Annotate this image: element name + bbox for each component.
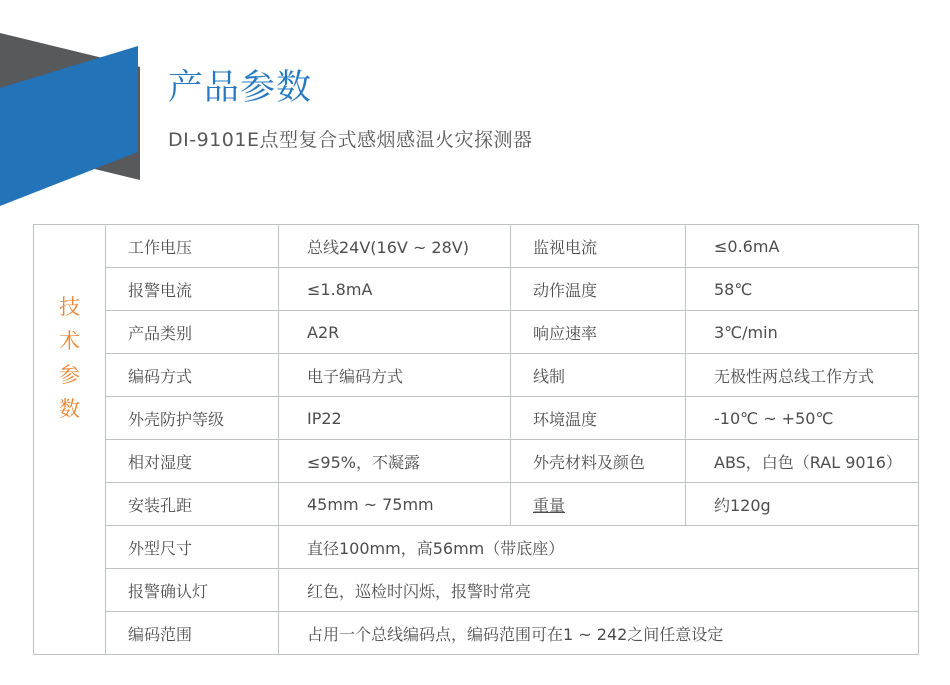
header (168, 68, 532, 152)
page-title: 产品参数 (168, 68, 313, 108)
table-row (34, 225, 919, 268)
product-model-subtitle: DI-9101E点型复合式感烟感温火灾探测器 (168, 129, 533, 151)
param-value: 58℃ (686, 268, 919, 311)
param-value: ≤0.6mA (686, 225, 919, 268)
param-label: 相对湿度 (106, 440, 279, 483)
param-label: 监视电流 (511, 225, 686, 268)
param-label: 重量 (511, 483, 686, 526)
param-label: 外壳材料及颜色 (511, 440, 686, 483)
param-label: 编码方式 (106, 354, 279, 397)
param-value: 红色，巡检时闪烁，报警时常亮 (279, 569, 919, 612)
param-value: 3℃/min (686, 311, 919, 354)
side-label-char: 参 (59, 363, 80, 387)
param-label: 报警确认灯 (106, 569, 279, 612)
param-label: 环境温度 (511, 397, 686, 440)
corner-decoration (0, 0, 150, 212)
side-label-char: 术 (59, 329, 80, 353)
table-row (34, 569, 919, 612)
param-value: ≤1.8mA (279, 268, 511, 311)
param-label: 响应速率 (511, 311, 686, 354)
table-row (34, 483, 919, 526)
param-value: IP22 (279, 397, 511, 440)
param-label: 安装孔距 (106, 483, 279, 526)
param-label: 外型尺寸 (106, 526, 279, 569)
table-row (34, 526, 919, 569)
table-row (34, 311, 919, 354)
table-row (34, 397, 919, 440)
param-label: 线制 (511, 354, 686, 397)
param-value: 直径100mm，高56mm（带底座） (279, 526, 919, 569)
side-label-technical-parameters (34, 225, 106, 655)
table-row (34, 440, 919, 483)
param-label: 编码范围 (106, 612, 279, 655)
param-label: 产品类别 (106, 311, 279, 354)
param-value: 45mm ~ 75mm (279, 483, 511, 526)
param-value: ≤95%，不凝露 (279, 440, 511, 483)
param-value: 占用一个总线编码点，编码范围可在1 ~ 242之间任意设定 (279, 612, 919, 655)
param-value: -10℃ ~ +50℃ (686, 397, 919, 440)
side-label-char: 技 (59, 295, 80, 319)
param-label: 动作温度 (511, 268, 686, 311)
param-value: 总线24V(16V ~ 28V) (279, 225, 511, 268)
table-row (34, 612, 919, 655)
param-label: 报警电流 (106, 268, 279, 311)
table-row (34, 354, 919, 397)
param-value: A2R (279, 311, 511, 354)
param-label: 外壳防护等级 (106, 397, 279, 440)
param-value: 约120g (686, 483, 919, 526)
side-label-text (34, 297, 105, 420)
table-row (34, 268, 919, 311)
param-value: ABS，白色（RAL 9016） (686, 440, 919, 483)
param-label: 工作电压 (106, 225, 279, 268)
side-label-char: 数 (59, 397, 80, 421)
spec-table (33, 224, 919, 655)
param-value: 无极性两总线工作方式 (686, 354, 919, 397)
param-value: 电子编码方式 (279, 354, 511, 397)
